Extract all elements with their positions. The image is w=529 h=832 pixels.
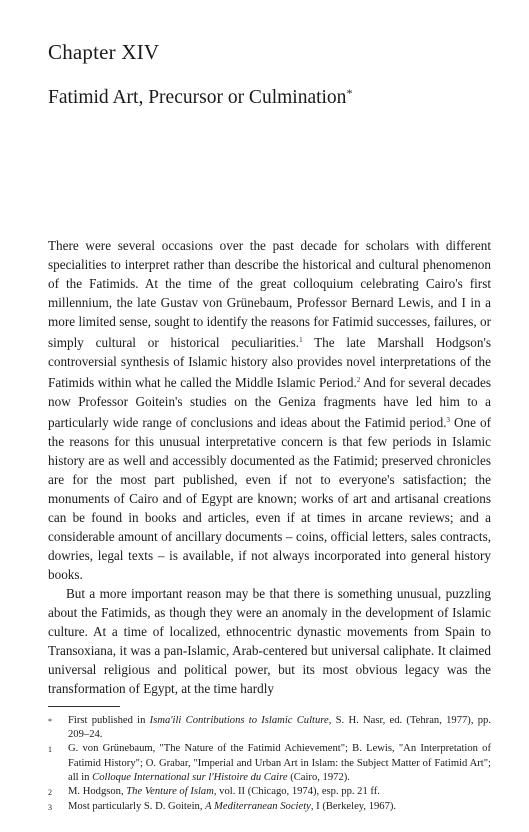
paragraph-2 — [48, 584, 491, 698]
footnote-ref-2[interactable]: 2 — [356, 376, 361, 384]
footnote-text — [68, 800, 491, 815]
footnote-text-part: , S. H. Nasr, ed. (Tehran, 1977), pp. 209–24. — [68, 715, 491, 741]
paragraph-1-segment-3: And for several decades now Professor Goitein's studies on the Geniza fragments have led him to a particularly wide range of conclusions and ideas about the Fatimid period. — [48, 375, 491, 430]
footnote-ref-1[interactable]: 1 — [299, 336, 303, 344]
footnote-mark: 2 — [48, 788, 52, 798]
paragraph-1 — [48, 236, 491, 584]
footnote-text-part: , I (Berkeley, 1967). — [310, 801, 397, 813]
footnote-text — [68, 714, 491, 742]
body-text — [48, 236, 491, 698]
footnote-text — [68, 785, 491, 800]
paragraph-1-segment-2: The late Marshall Hodgson's controversial synthesis of Islamic history also provides novel interpretations of the Fatimids within what he called the Middle Islamic Period. — [48, 335, 492, 390]
footnote-text-part: M. Hodgson, — [68, 786, 127, 798]
footnote-book-title: Colloque International sur l'Histoire du Caire — [92, 771, 288, 783]
footnote-star — [48, 714, 491, 742]
footnote-3 — [48, 800, 491, 815]
footnote-text — [68, 742, 491, 785]
paragraph-1-segment-1: There were several occasions over the past decade for scholars with different specialities to interpret rather than describe the historical and cultural phenomenon of the Fatimids. At the time of the great colloquium celebrating Cairo's first millennium, the late Gustav von Grünebaum, Professor Bernard Lewis, and I in a more limited sense, sought to identify the reasons for Fatimid successes, failures, or simply cultural or historical peculiarities. — [48, 238, 491, 350]
footnote-divider — [48, 706, 120, 707]
footnote-text-part: G. von Grünebaum, "The Nature of the Fatimid Achievement"; B. Lewis, "An Interpretation of Fatimid History"; O. Grabar, "Imperial and Urban Art in Islam: the Subject Matter of Fatimid Art"; all in — [68, 743, 491, 783]
footnote-book-title: The Venture of Islam — [126, 786, 214, 798]
footnote-text-part: (Cairo, 1972). — [287, 771, 350, 783]
footnote-ref-3[interactable]: 3 — [446, 416, 451, 424]
book-page — [48, 0, 491, 832]
footnote-text-part: First published in — [68, 715, 150, 726]
chapter-title-text: Fatimid Art, Precursor or Culmination — [48, 87, 347, 108]
paragraph-1-segment-4: One of the reasons for this unusual interpretative concern is that few periods in Islamic history are as well and accessibly documented as the Fatimid; preserved chronicles are for the most part published, even if not to everyone's satisfaction; the monuments of Cairo and of Egypt are known; works of art and artisanal creations can be found in books and articles, even if at times in arcane reviews; and a considerable amount of ancillary documents – coins, official letters, sales contracts, dowries, legal texts – is available, if not always incorporated into general history books. — [48, 415, 491, 582]
footnote-text-part: , vol. II (Chicago, 1974), esp. pp. 21 ff. — [213, 786, 380, 798]
paragraph-2-segment-1: But a more important reason may be that there is something unusual, puzzling about the Fatimids, as though they were an anomaly in the development of Islamic culture. At a time of localized, ethnocentric dynastic movements from Spain to Transoxiana, it was a pan-Islamic, Arab-centered but universal caliphate. It claimed universal religious and political power, but its most obvious legacy was the transformation of Egypt, at the time hardly — [48, 586, 491, 696]
footnote-book-title: A Mediterranean Society — [205, 801, 311, 813]
footnote-mark: 1 — [48, 745, 52, 755]
footnote-2 — [48, 785, 491, 800]
title-footnote-mark[interactable]: * — [346, 86, 353, 100]
chapter-title — [48, 86, 352, 109]
footnote-mark: 3 — [48, 803, 52, 813]
footnotes — [48, 714, 491, 815]
footnote-1 — [48, 742, 491, 785]
chapter-label: Chapter XIV — [48, 40, 160, 64]
footnote-text-part: Most particularly S. D. Goitein, — [68, 801, 206, 813]
footnote-book-title: Isma'ili Contributions to Islamic Culture — [149, 715, 329, 726]
footnote-mark: * — [48, 717, 52, 726]
